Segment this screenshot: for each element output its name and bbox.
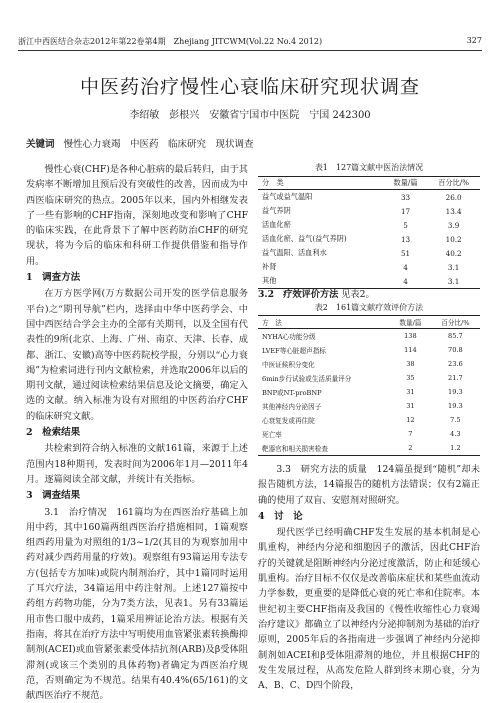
table-cell: 1.2 [431,441,480,456]
table-row [258,329,480,344]
table-cell: 活血化瘀、益气(益气养阴) [262,234,347,243]
table-header-cell: 百分比/% [431,316,480,329]
table-cell: 益气养阴 [262,206,291,215]
section-3-2-label: 3.2 疗效评价方法 [258,289,339,300]
paragraph: 现代医学已经明确CHF发生发展的基本机制是心肌重构，神经内分泌和细胞因子的激活，因此CHF治疗的关键就是阻断神经内分泌过度激活，防止和延缓心肌重构。治疗目标不仅仅是改善临床症状和某些血流动力学参数，更重要的是降低心衰的死亡率和住院率。本世纪初主要CHF指南及我国的《慢性收缩性心力衰竭治疗建议》都确立了以神经内分泌抑制剂为基础的治疗原则，2005年后的各指南进一步强调了神经内分泌抑制剂如ACEI和β受体阻滞剂的地位，并且根据CHF的发生发展过程，从高发危险人群到终末期心衰，分为A、B、C、D四个阶段， [258,527,480,692]
table-cell: 33 [400,192,411,202]
table-row [258,343,480,357]
section-heading: 1 调查方法 [26,272,81,284]
table-cell: 6min步行试验或生活质量评分 [262,375,352,383]
keywords-label: 关键词 [26,139,55,150]
table-header-row [258,316,480,329]
page-number: 327 [466,36,482,45]
table-cell: 31 [406,402,415,410]
paragraph: 慢性心衰(CHF)是各种心脏病的最后转归，由于其发病率不断增加且预后没有突破性的改善，因而成为中西医临床研究的热点。2005年以来，国内外相继发表了一些有影响的CHF指南，深刻地改变和影响了CHF的临床实践，在此背景下了解中医药防治CHF的研究现状，将为今后的临床和科研工作提供借鉴和指导作用。 [26,164,248,267]
paragraph: 3.1 治疗情况 161篇均为在西医治疗基础上加用中药，其中160篇两组西医治疗措施相同，1篇观察组西药用量为对照组的1/3~1/2(其目的为观察加用中药对减少西药用量的疗效)。观察组有93篇运用专法专方(包括专方加味)或院内制剂治疗，其中1篇同时运用了耳穴疗法，34篇运用中药注射剂。上述127篇按中药组方药物功能，分为7类方法，见表1。另有33篇运用市售口服中成药，1篇采用辨证论治方法。根据有关指南，将其在治疗方法中写明使用血管紧张素转换酶抑制剂(ACEI)或血管紧张素受体拮抗剂(ARB)及β受体阻滞剂(或该三个类别的具体药物)者确定为西医治疗规范，否则确定为不规范。结果有40.4%(65/161)的文献西医治疗不规范。 [26,506,248,702]
table-cell: 益气或益气温阳 [262,192,313,201]
table-cell: 4 [403,262,408,272]
table-cell: 12 [406,416,415,424]
table-header-cell: 数量/篇 [390,316,431,329]
section-heading: 2 检索结果 [26,427,81,439]
article-title: 中医药治疗慢性心衰临床研究现状调查 [79,76,420,98]
table-row [258,441,480,456]
table-cell: NYHA心功能分级 [262,333,316,341]
table-cell: 4 [384,274,427,289]
table-cell: 10.2 [445,234,462,244]
table-cell: 31 [406,388,415,396]
table-cell: 中医证候积分变化 [262,361,315,369]
table-row [258,371,480,385]
table-row [258,413,480,427]
table1 [258,176,480,289]
table-cell: 益气温阳、活血利水 [262,248,327,257]
table-cell: 40.2 [445,248,462,258]
table-row [258,246,480,260]
authors: 李绍敏 彭根兴 安徽省宁国市中医院 宁国 242300 [129,110,371,121]
table-cell: 70.8 [448,346,463,354]
table-cell: 其他神经内分泌因子 [262,403,322,411]
table-header-cell: 数量/篇 [384,177,427,190]
table-cell: 13 [400,234,411,244]
table-row [258,357,480,371]
table-cell: 23.6 [448,360,463,368]
table-cell: BNP或NT-proBNP [262,389,322,397]
table-cell: 心衰复发或再住院 [262,417,315,425]
section-heading: 4 讨 论 [258,510,303,522]
table-row [258,218,480,232]
table-cell: 19.3 [448,388,463,396]
paragraph: 在万方医学网(万方数据公司开发的医学信息服务平台)之“期刊导航”栏内，选择由中华中医药学会、中国中西医结合学会主办的全部有关期刊，以及全国有代表性的9所(北京、上海、广州、南京、天津、长春、成都、浙江、安徽)高等中医药院校学报，分别以“心力衰竭”为检索词进行刊内文献检索，并选取2006年以后的期刊文献，通过阅读检索结果信息及论文摘要，确定入选的文献。纳入标准为设有对照组的中医药治疗CHF的临床研究文献。 [26,288,248,422]
table-cell: 2 [390,441,431,456]
left-column [26,162,248,703]
table-cell: 靶器官和相关损害检查 [258,441,390,456]
table-header-row [258,177,480,190]
table-header-cell: 分 类 [258,177,384,190]
section-3-2 [258,286,480,300]
table-cell: 138 [404,332,417,340]
table2-title: 表2 161篇文献疗效评价方法 [314,303,424,312]
table-header-cell: 百分比/% [427,177,480,190]
journal-info: 浙江中西医结合杂志2012年第22卷第4期 Zhejiang JITCWM(Vol.22 No.4 2012) [18,37,323,46]
table-cell: LVEF等心脏超声指标 [262,347,326,355]
table-cell: 13.4 [445,206,462,216]
table-header-cell: 方 法 [258,316,390,329]
section-3-2-text: 见表2。 [341,289,375,300]
table-cell: 17 [400,206,411,216]
table2 [258,315,480,456]
table-cell: 85.7 [448,332,463,340]
table-row [258,427,480,441]
table-row [258,190,480,205]
table-cell: 3.1 [447,262,460,272]
running-head [18,36,482,51]
table-cell: 7 [408,430,413,438]
table-cell: 3.1 [427,274,480,289]
right-column [258,462,480,693]
table-row [258,204,480,218]
table-cell: 3.9 [447,220,460,230]
paragraph: 3.3 研究方法的质量 124篇虽提到“随机”却未报告随机方法，14篇报告的随机方法错误；仅有2篇正确的使用了双盲、安慰剂对照研究。 [258,464,480,506]
keywords-text: 慢性心力衰竭 中医药 临床研究 现状调查 [63,139,254,150]
table-cell: 35 [406,374,415,382]
table-cell: 26.0 [445,192,462,202]
table-cell: 活血化瘀 [262,220,291,229]
paragraph: 共检索到符合纳入标准的文献161篇，来源于上述范围内18种期刊，发表时间为2006年1月—2011年4月。逐篇阅读全部文献，并统计有关指标。 [26,443,248,485]
keywords [26,136,474,150]
table-cell: 其他 [258,274,384,289]
table-cell: 19.3 [448,402,463,410]
table-cell: 38 [406,360,415,368]
table-row [258,260,480,274]
table-cell: 51 [400,248,411,258]
table-row [258,399,480,413]
table-cell: 7.5 [450,416,461,424]
table-row [258,385,480,399]
table-row [258,232,480,246]
table-cell: 死亡率 [262,431,282,439]
table1-title: 表1 127篇文献中医治法情况 [314,163,424,172]
table-cell: 21.7 [448,374,463,382]
table-cell: 补肾 [262,262,277,271]
table-cell: 114 [404,346,417,354]
table-cell: 5 [403,220,408,230]
table-cell: 4.3 [450,430,461,438]
section-heading: 3 调查结果 [26,490,81,502]
